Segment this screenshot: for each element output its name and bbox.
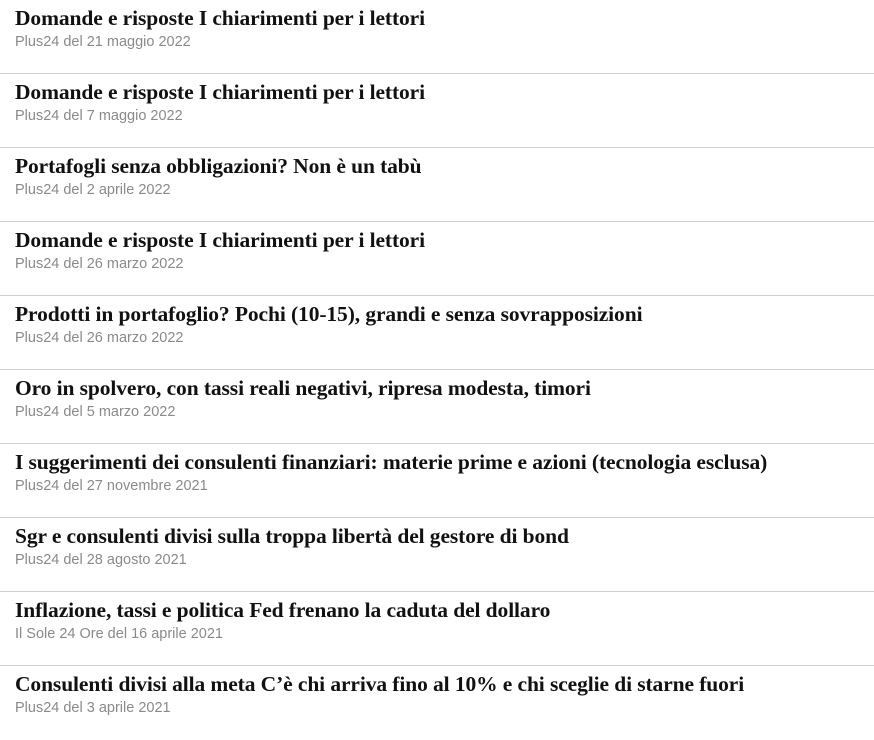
article-title-link[interactable]: Prodotti in portafoglio? Pochi (10-15), grandi e senza sovrapposizioni	[15, 302, 643, 326]
list-item[interactable]	[0, 444, 874, 518]
list-item[interactable]	[0, 74, 874, 148]
article-source-date: Plus24 del 26 marzo 2022	[15, 330, 184, 346]
article-title-link[interactable]: Domande e risposte I chiarimenti per i lettori	[15, 6, 425, 30]
article-source-date: Plus24 del 7 maggio 2022	[15, 108, 183, 124]
list-item[interactable]	[0, 222, 874, 296]
article-source-date: Il Sole 24 Ore del 16 aprile 2021	[15, 626, 223, 642]
list-item[interactable]	[0, 518, 874, 592]
article-source-date: Plus24 del 2 aprile 2022	[15, 182, 171, 198]
article-source-date: Plus24 del 26 marzo 2022	[15, 256, 184, 272]
list-item[interactable]	[0, 370, 874, 444]
article-title-link[interactable]: Consulenti divisi alla meta C’è chi arriva fino al 10% e chi sceglie di starne fuori	[15, 672, 745, 696]
article-source-date: Plus24 del 5 marzo 2022	[15, 404, 176, 420]
article-title-link[interactable]: Domande e risposte I chiarimenti per i lettori	[15, 228, 425, 252]
article-title-link[interactable]: I suggerimenti dei consulenti finanziari: materie prime e azioni (tecnologia esclusa)	[15, 450, 768, 474]
article-source-date: Plus24 del 27 novembre 2021	[15, 478, 208, 494]
article-title-link[interactable]: Sgr e consulenti divisi sulla troppa libertà del gestore di bond	[15, 524, 569, 548]
article-source-date: Plus24 del 21 maggio 2022	[15, 34, 191, 50]
article-title-link[interactable]: Domande e risposte I chiarimenti per i lettori	[15, 80, 425, 104]
list-item[interactable]	[0, 0, 874, 74]
list-item[interactable]	[0, 296, 874, 370]
article-title-link[interactable]: Inflazione, tassi e politica Fed frenano la caduta del dollaro	[15, 598, 551, 622]
article-title-link[interactable]: Portafogli senza obbligazioni? Non è un tabù	[15, 154, 422, 178]
list-item[interactable]	[0, 666, 874, 740]
list-item[interactable]	[0, 148, 874, 222]
article-source-date: Plus24 del 3 aprile 2021	[15, 700, 171, 716]
article-title-link[interactable]: Oro in spolvero, con tassi reali negativi, ripresa modesta, timori	[15, 376, 591, 400]
list-item[interactable]	[0, 592, 874, 666]
article-source-date: Plus24 del 28 agosto 2021	[15, 552, 187, 568]
